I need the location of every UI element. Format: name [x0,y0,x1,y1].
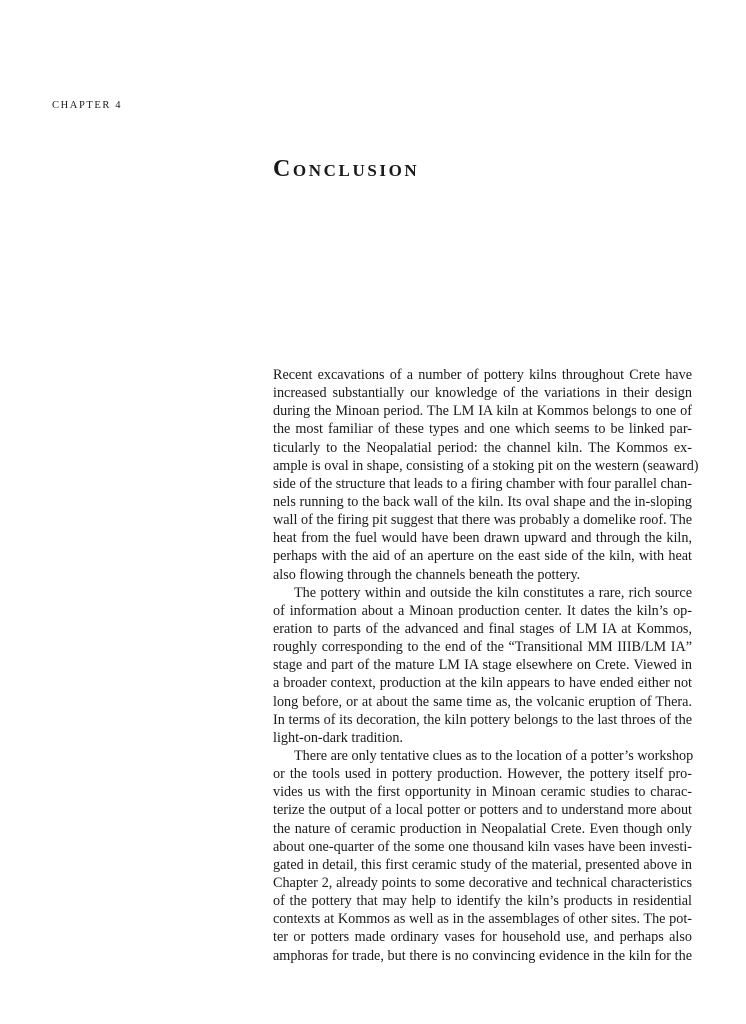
text-line: ticularly to the Neopalatial period: the channel kiln. The Kommos ex- [273,439,692,456]
text-line: side of the structure that leads to a firing chamber with four parallel chan- [273,475,692,492]
body-text [273,366,699,965]
text-line: eration to parts of the advanced and final stages of LM IA at Kommos, [273,620,692,637]
text-line: gated in detail, this first ceramic study of the material, presented above in [273,856,692,873]
text-line: or the tools used in pottery production. However, the pottery itself pro- [273,766,692,783]
text-line: of information about a Minoan production center. It dates the kiln’s op- [273,602,692,619]
text-line: wall of the firing pit suggest that there was probably a domelike roof. The [273,512,692,529]
text-line: In terms of its decoration, the kiln pottery belongs to the last throes of the [273,711,692,728]
text-line: of the pottery that may help to identify the kiln’s products in residential [273,893,692,910]
text-line: increased substantially our knowledge of the variations in their design [273,385,692,402]
text-line: also flowing through the channels beneath the pottery. [273,566,581,583]
text-line: ample is oval in shape, consisting of a stoking pit on the western (seaward) [273,457,699,474]
text-line: about one-quarter of the some one thousand kiln vases have been investi- [273,838,692,855]
text-line: contexts at Kommos as well as in the assemblages of other sites. The pot- [273,911,692,928]
text-line: The pottery within and outside the kiln constitutes a rare, rich source [294,584,692,601]
text-line: Recent excavations of a number of pottery kilns throughout Crete have [273,367,692,383]
text-line: a broader context, production at the kiln appears to have ended either not [273,675,692,692]
text-line: the most familiar of these types and one which seems to be linked par- [273,421,692,438]
text-line: terize the output of a local potter or potters and to understand more about [273,802,692,819]
text-line: long before, or at about the same time as, the volcanic eruption of Thera. [273,693,692,710]
text-line: heat from the fuel would have been drawn upward and through the kiln, [273,530,692,547]
text-line: roughly corresponding to the end of the “Transitional MM IIIB/LM IA” [273,639,692,656]
text-line: ter or potters made ordinary vases for household use, and perhaps also [273,929,692,946]
text-line: during the Minoan period. The LM IA kiln at Kommos belongs to one of [273,403,692,420]
text-line: vides us with the first opportunity in Minoan ceramic studies to charac- [273,784,692,801]
text-line: stage and part of the mature LM IA stage elsewhere on Crete. Viewed in [273,657,692,674]
text-line: light-on-dark tradition. [273,729,404,746]
text-line: amphoras for trade, but there is no convincing evidence in the kiln for the [273,947,692,964]
text-line: There are only tentative clues as to the location of a potter’s workshop [294,747,694,764]
chapter-label: CHAPTER 4 [52,100,123,111]
text-line: Chapter 2, already points to some decorative and technical characteristics [273,874,692,891]
text-line: nels running to the back wall of the kiln. Its oval shape and the in-sloping [273,493,692,510]
text-line: perhaps with the aid of an aperture on the east side of the kiln, with heat [273,548,692,565]
text-line: the nature of ceramic production in Neopalatial Crete. Even though only [273,820,692,837]
chapter-title: Conclusion [273,156,420,182]
